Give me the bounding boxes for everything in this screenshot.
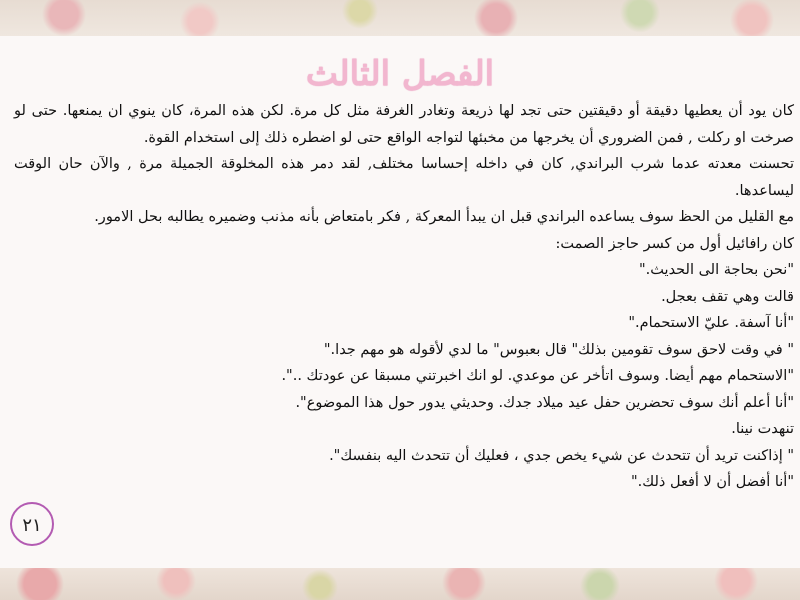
paragraph: "الاستحمام مهم أيضا. وسوف اتأخر عن موعدي. لو انك اخبرتني مسبقا عن عودتك ..". xyxy=(281,368,794,384)
paragraph: قالت وهي تقف بعجل. xyxy=(661,288,794,305)
page-number-badge: ٢١ xyxy=(10,502,54,546)
paragraph: " في وقت لاحق سوف تقومين بذلك" قال بعبوس" ما لدي لأقوله هو مهم جدا." xyxy=(323,341,794,358)
paragraph: تنهدت نينا. xyxy=(731,421,794,437)
paragraph: كان يود أن يعطيها دقيقة أو دقيقتين حتى تجد لها ذريعة وتغادر الغرفة مثل كل مرة. لكن هذه المرة، كان ينوي ان يمنعها. حتى لو صرخت او ركلت , فمن الضروري أن يخرجها من مخبئها لتواجه الواقع حتى لو اضطره ذلك إلى استخدام القوة. xyxy=(14,103,794,146)
paragraph: "نحن بحاجة الى الحديث." xyxy=(639,262,794,278)
paragraph: " إذاكنت تريد أن تتحدث عن شيء يخص جدي ، فعليك أن تتحدث اليه بنفسك". xyxy=(329,447,794,464)
decorative-rose-border-bottom xyxy=(0,568,800,600)
chapter-body xyxy=(14,98,794,496)
decorative-rose-border-top xyxy=(0,0,800,36)
paragraph: "أنا أعلم أنك سوف تحضرين حفل عيد ميلاد جدك. وحديثي يدور حول هذا الموضوع". xyxy=(295,394,794,411)
paragraph: "أنا آسفة. عليّ الاستحمام." xyxy=(628,315,794,331)
paragraph: كان رافائيل أول من كسر حاجز الصمت: xyxy=(555,235,794,252)
paragraph: تحسنت معدته عدما شرب البراندي, كان في داخله إحساسا مختلف, لقد دمر هذه المخلوقة الجميلة مرة , والآن حان الوقت ليساعدها. xyxy=(14,156,794,199)
paragraph: مع القليل من الحظ سوف يساعده البراندي قبل ان يبدأ المعركة , فكر بامتعاض بأنه مذنب وضميره يطالبه بحل الامور. xyxy=(94,209,794,225)
paragraph: "أنا أفضل أن لا أفعل ذلك." xyxy=(631,474,794,490)
chapter-title: الفصل الثالث xyxy=(305,54,495,94)
